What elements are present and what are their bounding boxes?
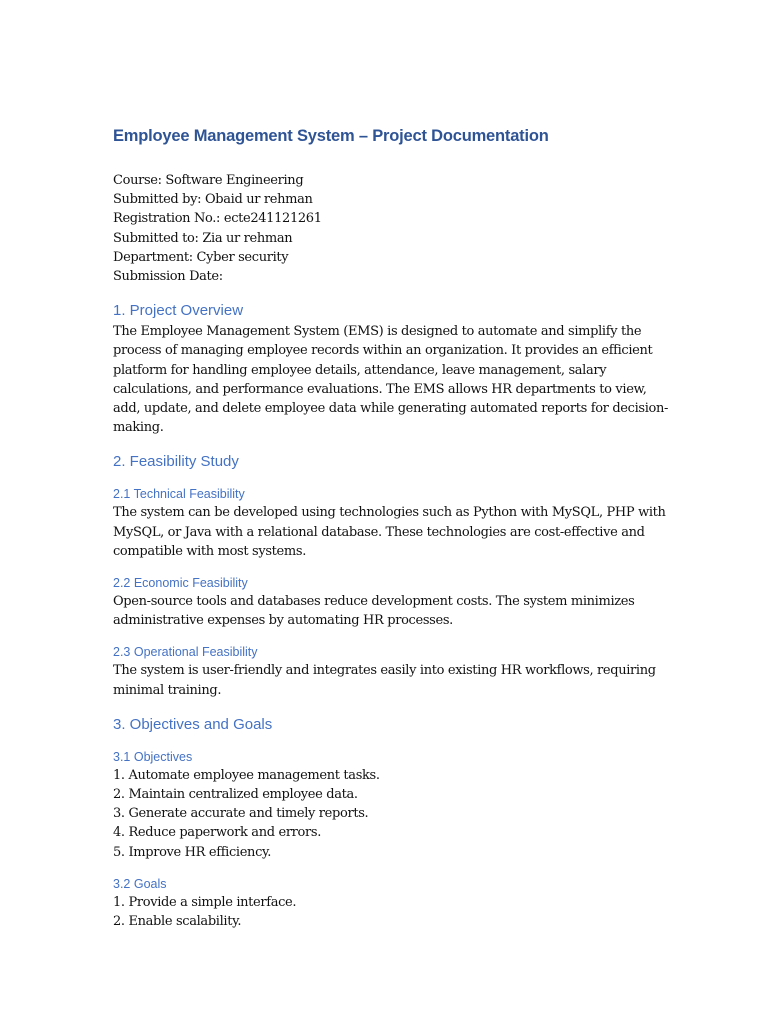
section-heading: 1. Project Overview	[113, 302, 244, 320]
submitted-by-line: Submitted by: Obaid ur rehman	[113, 192, 313, 208]
subsection-body: Open-source tools and databases reduce development costs. The system minimizes administrative expenses by automating HR processes.	[113, 594, 635, 629]
subsection-body: The system can be developed using technologies such as Python with MySQL, PHP with MySQL, or Java with a relational database. These technologies are cost-effective and compatible with most systems.	[113, 505, 666, 559]
section-feasibility-study	[113, 451, 673, 699]
subsection-heading: 2.1 Technical Feasibility	[113, 487, 245, 502]
subsection-economic-feasibility	[113, 574, 673, 630]
subsection-heading: 3.2 Goals	[113, 876, 167, 891]
subsection-heading: 3.1 Objectives	[113, 749, 193, 764]
subsection-heading: 2.2 Economic Feasibility	[113, 576, 248, 591]
department-line: Department: Cyber security	[113, 249, 289, 265]
submission-date-line: Submission Date:	[113, 269, 223, 285]
section-heading: 3. Objectives and Goals	[113, 715, 273, 733]
list-item: 2. Maintain centralized employee data.	[113, 787, 358, 803]
list-item: 1. Provide a simple interface.	[113, 894, 297, 910]
section-project-overview	[113, 300, 673, 437]
document-title: Employee Management System – Project Documentation	[113, 127, 549, 145]
submitted-to-line: Submitted to: Zia ur rehman	[113, 230, 293, 246]
section-objectives-goals	[113, 714, 673, 931]
subsection-goals	[113, 875, 673, 931]
subsection-objectives	[113, 748, 673, 862]
subsection-operational-feasibility	[113, 643, 673, 699]
subsection-heading: 2.3 Operational Feasibility	[113, 645, 258, 660]
document-page	[113, 124, 673, 945]
list-item: 2. Enable scalability.	[113, 914, 242, 930]
registration-line: Registration No.: ecte241121261	[113, 211, 322, 227]
list-item: 3. Generate accurate and timely reports.	[113, 806, 369, 822]
list-item: 5. Improve HR efficiency.	[113, 844, 272, 860]
subsection-technical-feasibility	[113, 485, 673, 561]
list-item: 4. Reduce paperwork and errors.	[113, 825, 321, 841]
subsection-body: The system is user-friendly and integrates easily into existing HR workflows, requiring minimal training.	[113, 663, 656, 698]
section-heading: 2. Feasibility Study	[113, 453, 239, 471]
course-line: Course: Software Engineering	[113, 173, 304, 188]
section-body: The Employee Management System (EMS) is designed to automate and simplify the process of managing employee records within an organization. It provides an efficient platform for handling employee details, attendance, leave management, salary calculations, and performance evaluations. The EMS allows HR departments to view, add, update, and delete employee data while generating automated reports for decision-making.	[113, 324, 669, 436]
submission-details	[113, 171, 673, 286]
list-item: 1. Automate employee management tasks.	[113, 767, 380, 783]
